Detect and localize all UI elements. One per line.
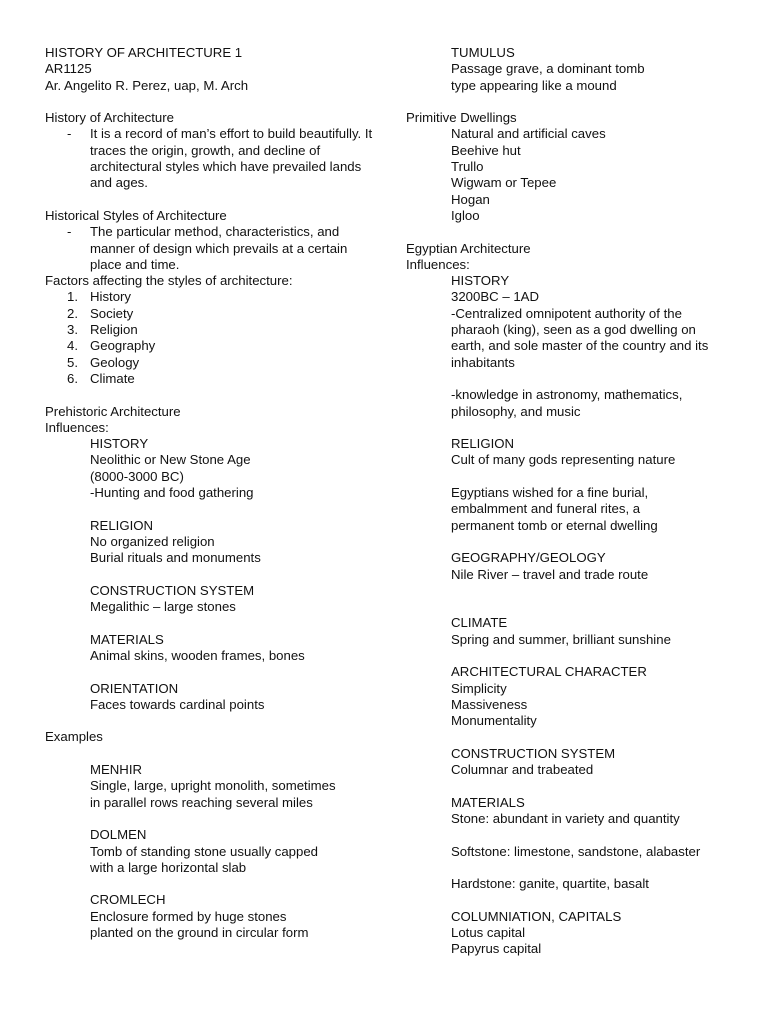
text-line: -Centralized omnipotent authority of the	[451, 305, 682, 321]
text-line: -Hunting and food gathering	[90, 485, 254, 501]
list-item: 5. Geology	[67, 354, 140, 370]
prehistoric-influences-label: Influences:	[45, 419, 109, 435]
factors-heading: Factors affecting the styles of architecture:	[45, 273, 293, 289]
text-line: Hardstone: ganite, quartite, basalt	[451, 876, 649, 892]
text-line: Cult of many gods representing nature	[451, 452, 676, 468]
text-line: earth, and sole master of the country and its	[451, 338, 709, 354]
egyptian-capitals-heading: COLUMNIATION, CAPITALS	[451, 908, 622, 924]
text-line: Nile River – travel and trade route	[451, 566, 649, 582]
text-line: Neolithic or New Stone Age	[90, 452, 251, 468]
text-line: Burial rituals and monuments	[90, 550, 261, 566]
text-line: with a large horizontal slab	[90, 859, 247, 875]
text-line: Softstone: limestone, sandstone, alabaster	[451, 843, 701, 859]
egyptian-influences-label: Influences:	[406, 256, 470, 272]
left-column	[45, 45, 375, 941]
egyptian-character-heading: ARCHITECTURAL CHARACTER	[451, 664, 647, 680]
list-item: 4. Geography	[67, 338, 156, 354]
instructor-name: Ar. Angelito R. Perez, uap, M. Arch	[45, 77, 249, 93]
list-item: 3. Religion	[67, 322, 138, 338]
text-line: Massiveness	[451, 696, 528, 712]
text-line: Columnar and trabeated	[451, 762, 594, 778]
prehistoric-materials-heading: MATERIALS	[90, 631, 164, 647]
text-line: planted on the ground in circular form	[90, 925, 309, 941]
list-item: Trullo	[451, 159, 484, 175]
egyptian-materials-heading: MATERIALS	[451, 794, 525, 810]
historical-styles-text: The particular method, characteristics, and manner of design which prevails at a certain place and time.	[90, 224, 348, 272]
text-line: Simplicity	[451, 680, 507, 696]
text-line: No organized religion	[90, 533, 215, 549]
prehistoric-heading: Prehistoric Architecture	[45, 403, 181, 419]
dolmen-heading: DOLMEN	[90, 827, 147, 843]
text-line: philosophy, and music	[451, 403, 581, 419]
text-line: in parallel rows reaching several miles	[90, 794, 313, 810]
examples-heading: Examples	[45, 729, 103, 745]
cromlech-heading: CROMLECH	[90, 892, 166, 908]
historical-styles-bullet	[45, 224, 375, 273]
right-column	[406, 45, 746, 958]
history-of-architecture-heading: History of Architecture	[45, 110, 174, 126]
prehistoric-orientation-heading: ORIENTATION	[90, 680, 179, 696]
egyptian-religion-heading: RELIGION	[451, 436, 515, 452]
text-line: pharaoh (king), seen as a god dwelling on	[451, 322, 696, 338]
list-item: 2. Society	[67, 305, 134, 321]
egyptian-history-heading: HISTORY	[451, 273, 510, 289]
text-line: inhabitants	[451, 354, 515, 370]
course-code: AR1125	[45, 61, 92, 77]
text-line: Enclosure formed by huge stones	[90, 908, 287, 924]
text-line: Stone: abundant in variety and quantity	[451, 810, 680, 826]
list-item: Igloo	[451, 207, 480, 223]
text-line: -knowledge in astronomy, mathematics,	[451, 387, 683, 403]
text-line: Egyptians wished for a fine burial,	[451, 485, 649, 501]
factors-list	[45, 289, 375, 387]
text-line: Lotus capital	[451, 925, 526, 941]
bullet-dash: -	[67, 224, 72, 240]
text-line: Papyrus capital	[451, 941, 542, 957]
prehistoric-history-heading: HISTORY	[90, 436, 149, 452]
text-line: Faces towards cardinal points	[90, 696, 265, 712]
egyptian-climate-heading: CLIMATE	[451, 615, 508, 631]
list-item: Wigwam or Tepee	[451, 175, 557, 191]
primitive-dwellings-heading: Primitive Dwellings	[406, 110, 517, 126]
history-definition-text: It is a record of man’s effort to build beautifully. It traces the origin, growth, and decline of architectural styles which have prevailed lands and ages.	[90, 126, 373, 191]
text-line: type appearing like a mound	[451, 77, 617, 93]
prehistoric-religion-heading: RELIGION	[90, 517, 154, 533]
text-line: Megalithic – large stones	[90, 599, 236, 615]
text-line: Animal skins, wooden frames, bones	[90, 647, 305, 663]
menhir-heading: MENHIR	[90, 762, 143, 778]
text-line: (8000-3000 BC)	[90, 468, 184, 484]
text-line: Spring and summer, brilliant sunshine	[451, 631, 671, 647]
egyptian-heading: Egyptian Architecture	[406, 240, 531, 256]
text-line: Single, large, upright monolith, sometimes	[90, 778, 336, 794]
list-item: Hogan	[451, 191, 490, 207]
text-line: Passage grave, a dominant tomb	[451, 61, 645, 77]
egyptian-construction-heading: CONSTRUCTION SYSTEM	[451, 745, 616, 761]
text-line: permanent tomb or eternal dwelling	[451, 517, 658, 533]
tumulus-heading: TUMULUS	[451, 45, 515, 60]
text-line: Tomb of standing stone usually capped	[90, 843, 318, 859]
history-definition-bullet	[45, 126, 375, 191]
bullet-dash: -	[67, 126, 72, 142]
list-item: Beehive hut	[451, 142, 521, 158]
list-item: Natural and artificial caves	[451, 126, 606, 142]
prehistoric-construction-heading: CONSTRUCTION SYSTEM	[90, 582, 255, 598]
egyptian-geography-heading: GEOGRAPHY/GEOLOGY	[451, 550, 606, 566]
course-title: HISTORY OF ARCHITECTURE 1	[45, 45, 243, 60]
list-item: 1. History	[67, 289, 132, 305]
list-item: 6. Climate	[67, 370, 135, 386]
text-line: Monumentality	[451, 713, 537, 729]
historical-styles-heading: Historical Styles of Architecture	[45, 207, 227, 223]
text-line: 3200BC – 1AD	[451, 289, 539, 305]
text-line: embalmment and funeral rites, a	[451, 501, 641, 517]
